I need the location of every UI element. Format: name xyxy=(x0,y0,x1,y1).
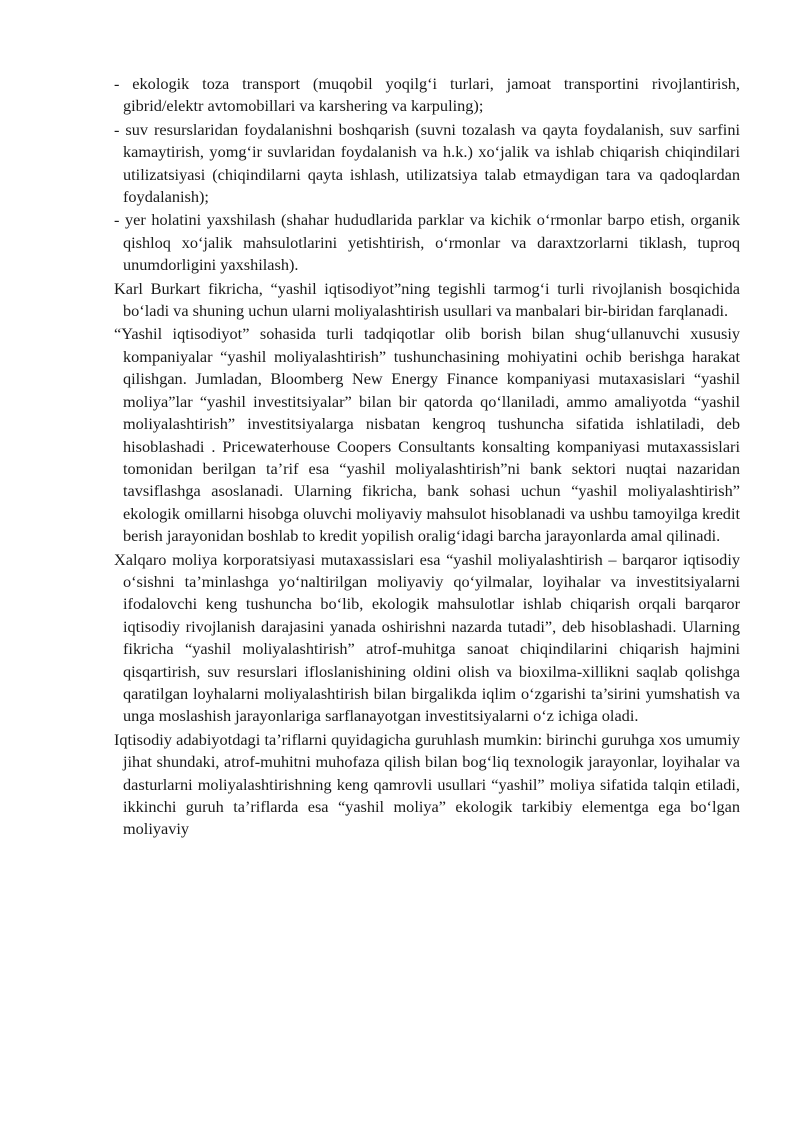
document-body xyxy=(114,73,740,842)
paragraph-karl-burkart: Karl Burkart fikricha, “yashil iqtisodiyot”ning tegishli tarmog‘i turli rivojlanish bosqichida bo‘ladi va shuning uchun ularni moliyalashtirish usullari va manbalari bir-biridan farqlanadi. xyxy=(114,278,740,321)
paragraph-definition-groups: Iqtisodiy adabiyotdagi ta’riflarni quyidagicha guruhlash mumkin: birinchi guruhga xos umumiy jihat shundaki, atrof-muhitni muhofaza qilish bilan bog‘liq texnologik jarayonlar, loyihalar va dasturlarni moliyalashtirishning keng qamrovli usullari “yashil” moliya sifatida talqin etiladi, ikkinchi guruh ta’riflarda esa “yashil moliya” ekologik tarkibiy elementga ega bo‘lgan moliyaviy xyxy=(114,729,740,839)
bullet-clean-transport: - ekologik toza transport (muqobil yoqilg‘i turlari, jamoat transportini rivojlantirish, gibrid/elektr avtomobillari va karshering va karpuling); xyxy=(114,74,740,116)
paragraph-private-companies: “Yashil iqtisodiyot” sohasida turli tadqiqotlar olib borish bilan shug‘ullanuvchi xususiy kompaniyalar “yashil moliyalashtirish” tushunchasining mohiyatini ochib berishga harakat qilishgan. Jumladan, Bloomberg New Energy Finance kompaniyasi mutaxasislari “yashil moliya”lar “yashil investitsiyalar” bilan bir qatorda qo‘llaniladi, ammo amaliyotda “yashil moliyalashtirish” investitsiyalarga nisbatan kengroq tushuncha sifatida ishlatiladi, deb hisoblashadi . Pricewaterhouse Coopers Consultants konsalting kompaniyasi mutaxassislari tomonidan berilgan ta’rif esa “yashil moliyalashtirish”ni bank sektori nuqtai nazaridan tavsiflashga asoslanadi. Ularning fikricha, bank sohasi uchun “yashil moliyalashtirish” ekologik omillarni hisobga oluvchi moliyaviy mahsulot hisoblanadi va ushbu tamoyilga kredit berish jarayonidan boshlab to kredit yopilish oralig‘idagi barcha jarayonlarda amal qilinadi. xyxy=(114,324,740,546)
bullet-water-resources: - suv resurslaridan foydalanishni boshqarish (suvni tozalash va qayta foydalanish, suv sarfini kamaytirish, yomg‘ir suvlaridan foydalanish va h.k.) xo‘jalik va ishlab chiqarish chiqindilari utilizatsiyasi (chiqindilarni qayta ishlash, utilizatsiya talab etmaydigan tara va qadoqlardan foydalanish); xyxy=(114,119,740,207)
bullet-land-improvement: - yer holatini yaxshilash (shahar hududlarida parklar va kichik o‘rmonlar barpo etish, organik qishloq xo‘jalik mahsulotlarini yetishtirish, o‘rmonlar va daraxtzorlarni tiklash, tuproq unumdorligini yaxshilash). xyxy=(114,210,740,275)
paragraph-ifc-experts: Xalqaro moliya korporatsiyasi mutaxassislari esa “yashil moliyalashtirish – barqaror iqtisodiy o‘sishni ta’minlashga yo‘naltirilgan moliyaviy qo‘yilmalar, loyihalar va investitsiyalarni ifodalovchi keng tushuncha bo‘lib, ekologik mahsulotlar ishlab chiqarish orqali barqaror iqtisodiy rivojlanish darajasini yanada oshirishni nazarda tutadi”, deb hisoblashadi. Ularning fikricha “yashil moliyalashtirish” atrof-muhitga sanoat chiqindilarini chiqarish hajmini qisqartirish, suv resurslari ifloslanishining oldini olish va bioxilma-xillikni saqlab qolishga qaratilgan loyhalarni moliyalashtirish bilan birgalikda iqlim o‘zgarishi ta’sirini yumshatish va unga moslashish jarayonlariga sarflanayotgan investitsiyalarni o‘z ichiga oladi. xyxy=(114,549,740,726)
